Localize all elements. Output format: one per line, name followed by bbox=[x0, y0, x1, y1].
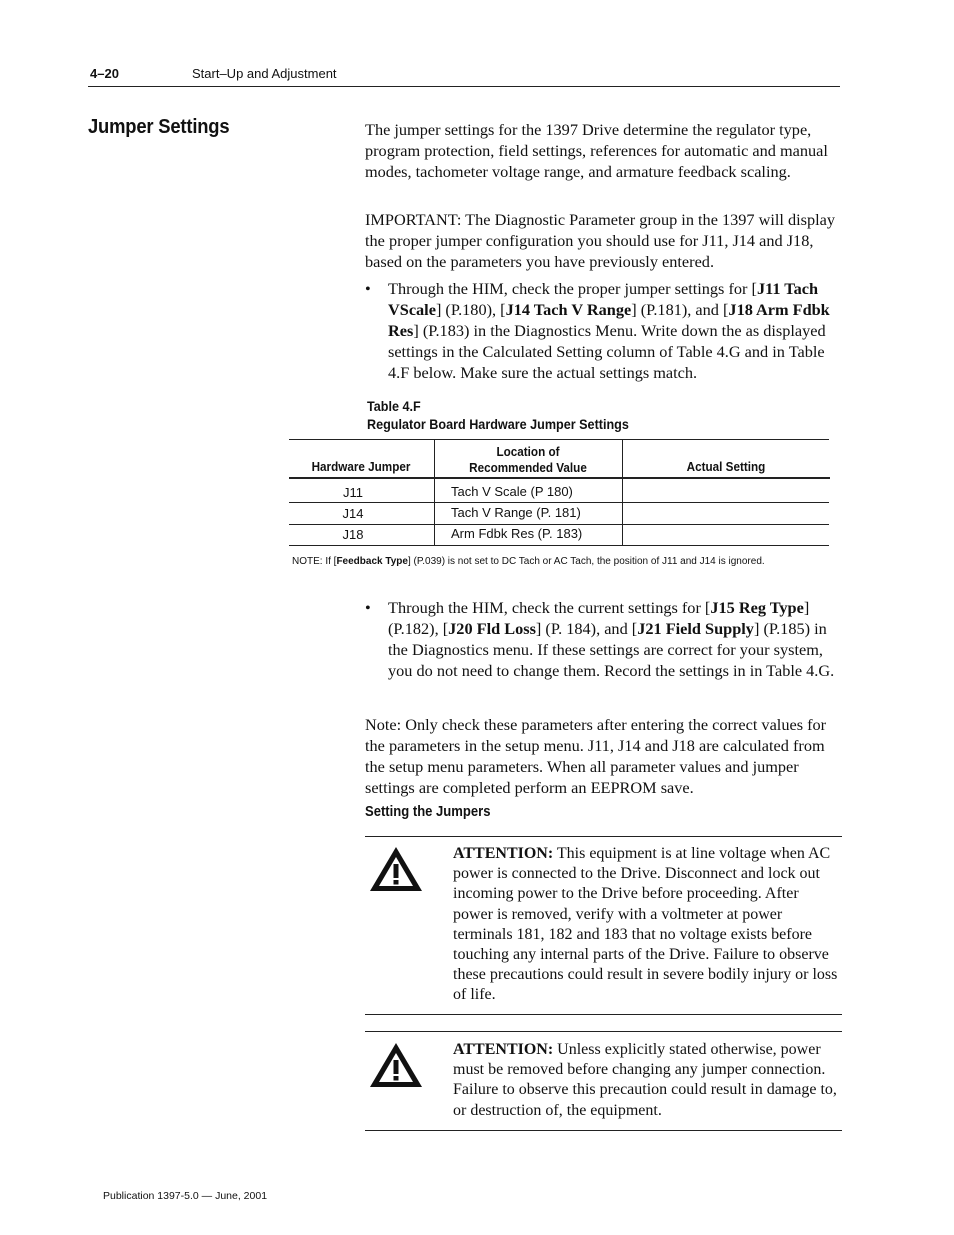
table-col-divider bbox=[622, 440, 623, 545]
param-j18: J18 Arm Fdbk Res bbox=[388, 300, 830, 340]
attention-top-rule bbox=[365, 1031, 842, 1032]
text-run: Through the HIM, check the proper jumper settings for [ bbox=[388, 279, 757, 298]
text-run: This equipment is at line voltage when AC power is connected to the Drive. Disconnect and lock out incoming power to the Drive before proceeding. After power is removed, verify with a voltmeter at power terminals 181, 182 and 183 that no voltage exists before touching any internal parts of the Drive. Failure to observe these precautions could result in severe bodily injury or loss of life. bbox=[453, 845, 838, 1004]
cell-location: Tach V Scale (P 180) bbox=[451, 484, 573, 499]
bullet-text bbox=[388, 278, 843, 383]
text-run: ] (P.180), [ bbox=[435, 300, 506, 319]
attention-label: ATTENTION: bbox=[453, 1041, 554, 1058]
section-title: Jumper Settings bbox=[88, 116, 230, 138]
table-note bbox=[292, 556, 765, 567]
text-run: NOTE: If [ bbox=[292, 556, 337, 567]
note-paragraph: Note: Only check these parameters after entering the correct values for the parameters in the setup menu. J11, J14 and J18 are calculated from the setup menu parameters. When all parameter values and jumper settings are completed perform an EEPROM save. bbox=[365, 715, 827, 797]
table-bottom-rule bbox=[289, 545, 829, 546]
table-caption: Regulator Board Hardware Jumper Settings bbox=[367, 416, 629, 432]
text-run: ] (P.185) in the Diagnostics menu. If these settings are correct for your system, you do not need to change them. Record the settings in in Table 4.G. bbox=[388, 619, 835, 680]
attention-text bbox=[453, 1040, 838, 1121]
param-j21: J21 Field Supply bbox=[637, 619, 754, 638]
bullet-item-jumper-settings bbox=[365, 278, 843, 383]
table-number: Table 4.F bbox=[367, 398, 421, 414]
warning-triangle-icon bbox=[368, 1040, 424, 1090]
cell-location: Tach V Range (P. 181) bbox=[451, 505, 581, 520]
attention-label: ATTENTION: bbox=[453, 845, 554, 862]
publication-footer: Publication 1397-5.0 — June, 2001 bbox=[103, 1190, 268, 1202]
table-header-rule bbox=[289, 477, 830, 479]
table-row-rule bbox=[289, 524, 829, 525]
param-j11: J11 Tach VScale bbox=[388, 279, 819, 319]
bullet-text bbox=[388, 597, 843, 681]
table-top-rule bbox=[289, 439, 829, 440]
text-run: Unless explicitly stated otherwise, power must be removed before changing any jumper connection. Failure to observe this precaution could result in damage to, or destruction of, the equipment. bbox=[453, 1041, 837, 1119]
col-header-location-line1: Location of bbox=[496, 444, 560, 459]
col-header-location bbox=[447, 444, 609, 476]
attention-text bbox=[453, 844, 838, 1006]
param-j20: J20 Fld Loss bbox=[448, 619, 536, 638]
cell-jumper: J11 bbox=[343, 485, 363, 500]
col-header-hardware-jumper: Hardware Jumper bbox=[311, 459, 411, 474]
attention-bottom-rule bbox=[365, 1014, 842, 1015]
text-run: ] (P.181), and [ bbox=[631, 300, 729, 319]
subsection-heading: Setting the Jumpers bbox=[365, 804, 491, 820]
intro-paragraph: The jumper settings for the 1397 Drive determine the regulator type, program protection, field settings, references for automatic and manual modes, tachometer voltage range, and armature feedback scaling. bbox=[365, 120, 828, 181]
table-row-rule bbox=[289, 502, 829, 503]
bullet-item-current-settings bbox=[365, 597, 843, 681]
attention-bottom-rule bbox=[365, 1130, 842, 1131]
param-j14: J14 Tach V Range bbox=[505, 300, 632, 319]
text-run: ] (P.182), [ bbox=[388, 598, 810, 638]
chapter-title: Start–Up and Adjustment bbox=[192, 66, 337, 81]
param-j15: J15 Reg Type bbox=[710, 598, 804, 617]
important-paragraph: IMPORTANT: The Diagnostic Parameter group in the 1397 will display the proper jumper configuration you should use for J11, J14 and J18, based on the parameters you have previously entered. bbox=[365, 210, 836, 271]
bullet-symbol: • bbox=[365, 279, 371, 298]
col-header-location-line2: Recommended Value bbox=[469, 460, 587, 475]
text-run: ] (P.183) in the Diagnostics Menu. Write down the as displayed settings in the Calculated Setting column of Table 4.G and in Table 4.F below. Make sure the actual settings match. bbox=[388, 321, 826, 382]
text-run: ] (P. 184), and [ bbox=[535, 619, 638, 638]
warning-triangle-icon bbox=[368, 844, 424, 894]
cell-jumper: J14 bbox=[342, 506, 364, 521]
cell-location: Arm Fdbk Res (P. 183) bbox=[451, 526, 583, 541]
bullet-symbol: • bbox=[365, 598, 371, 617]
page-number: 4–20 bbox=[90, 66, 119, 81]
header-rule bbox=[88, 86, 840, 87]
text-run: Through the HIM, check the current settings for [ bbox=[388, 598, 711, 617]
param-feedback-type: Feedback Type bbox=[336, 556, 408, 567]
attention-top-rule bbox=[365, 836, 842, 837]
text-run: ] (P.039) is not set to DC Tach or AC Tach, the position of J11 and J14 is ignored. bbox=[407, 556, 765, 567]
cell-jumper: J18 bbox=[342, 527, 364, 542]
col-header-actual-setting: Actual Setting bbox=[686, 459, 766, 474]
table-col-divider bbox=[434, 440, 435, 545]
